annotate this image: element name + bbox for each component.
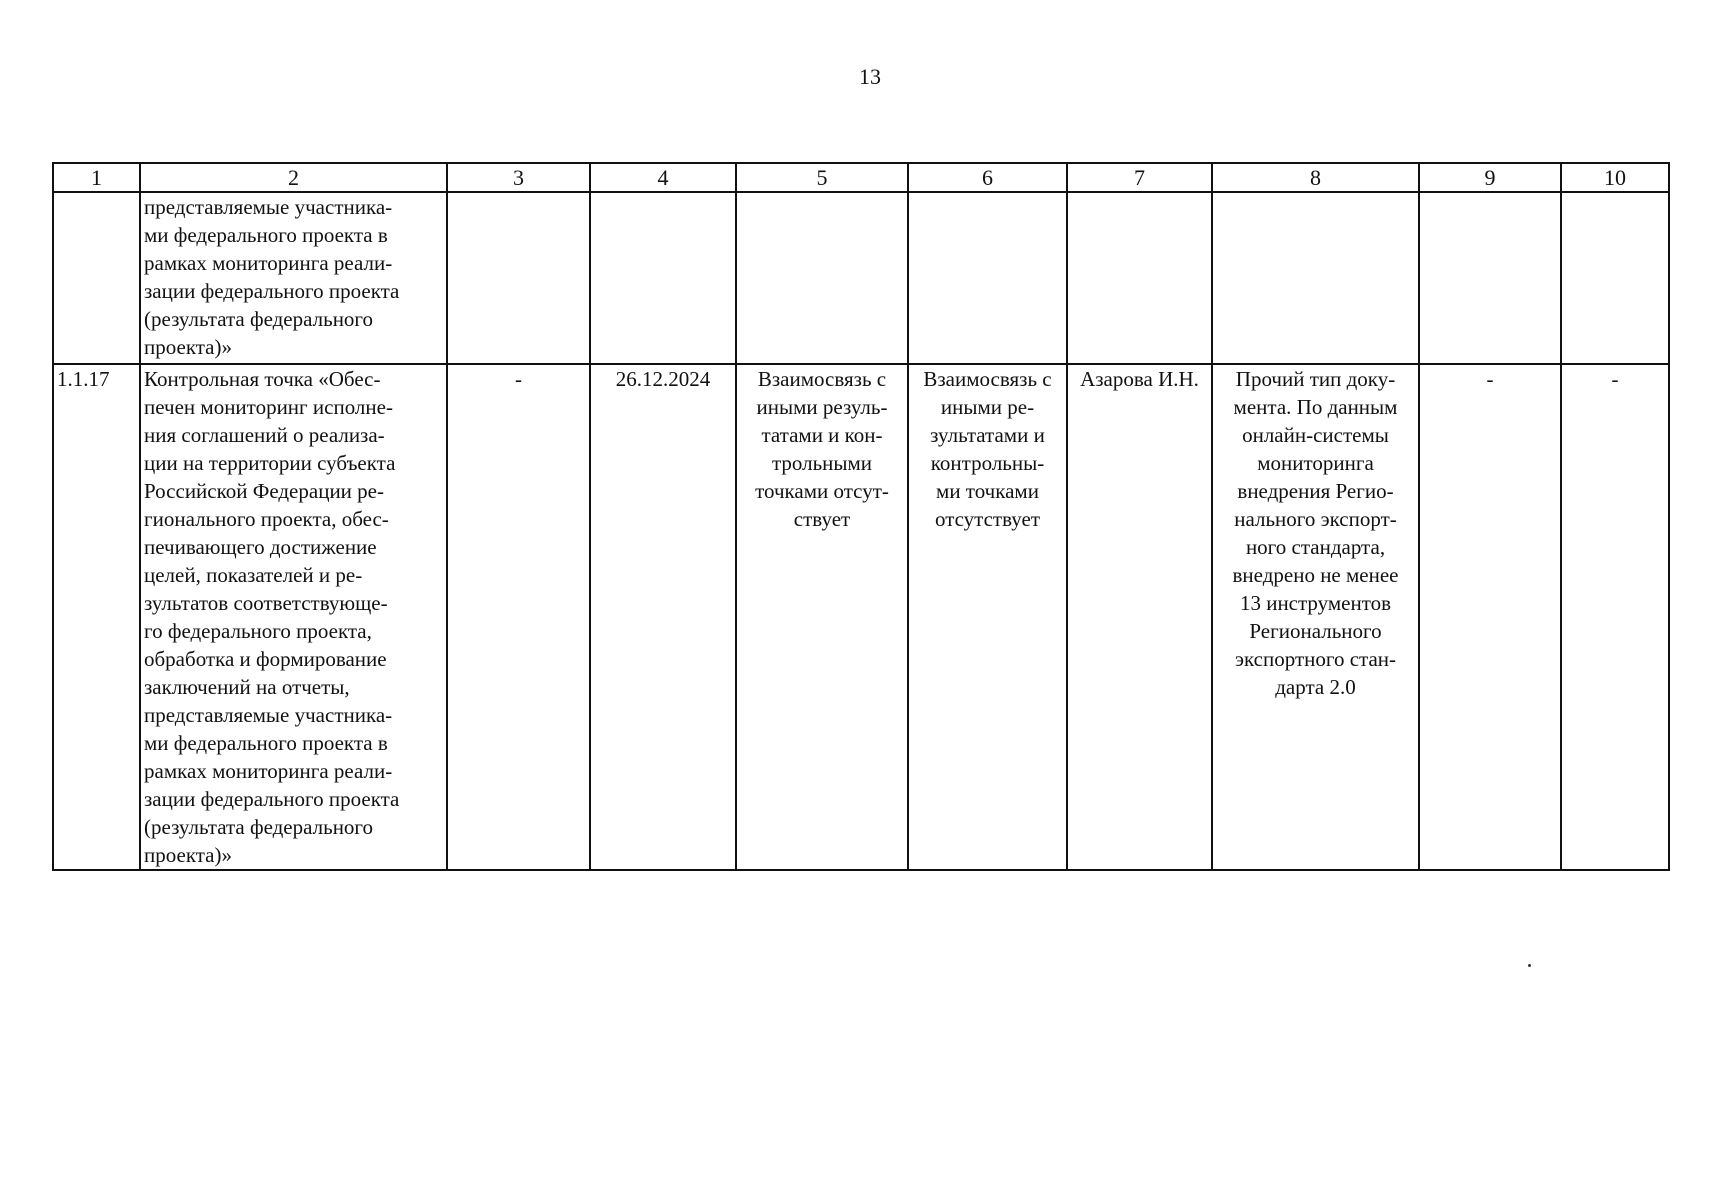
cell-col10 (1561, 192, 1669, 364)
cell-col9: - (1419, 364, 1561, 870)
cell-col3: - (447, 364, 590, 870)
cell-number (53, 192, 140, 364)
cell-relation-results: Взаимосвязь с иными резуль- татами и кон- трольными точками отсут- ствует (736, 364, 908, 870)
cell-col7 (1067, 192, 1212, 364)
cell-col6 (908, 192, 1067, 364)
col-header-10: 10 (1561, 163, 1669, 192)
control-points-table (52, 162, 1670, 871)
col-header-3: 3 (447, 163, 590, 192)
cell-col8 (1212, 192, 1419, 364)
cell-col5 (736, 192, 908, 364)
col-header-6: 6 (908, 163, 1067, 192)
cell-col3 (447, 192, 590, 364)
cell-document-type: Прочий тип доку- мента. По данным онлайн-системы мониторинга внедрения Регио- нального экспорт- ного стандарта, внедрено не менее 13 инструментов Регионального экспортного стан- дарта 2.0 (1212, 364, 1419, 870)
col-header-8: 8 (1212, 163, 1419, 192)
cell-number: 1.1.17 (53, 364, 140, 870)
cell-relation-points: Взаимосвязь с иными ре- зультатами и контрольны- ми точками отсутствует (908, 364, 1067, 870)
col-header-2: 2 (140, 163, 447, 192)
cell-col9 (1419, 192, 1561, 364)
page-number: 13 (859, 64, 881, 89)
header-row (53, 163, 1669, 192)
col-header-9: 9 (1419, 163, 1561, 192)
cell-date: 26.12.2024 (590, 364, 736, 870)
col-header-4: 4 (590, 163, 736, 192)
table-row-1-1-17 (53, 364, 1669, 870)
cell-col4 (590, 192, 736, 364)
cell-name: представляемые участника- ми федерального проекта в рамках мониторинга реали- зации федерального проекта (результата федерального проекта)» (140, 192, 447, 364)
col-header-5: 5 (736, 163, 908, 192)
cell-responsible: Азарова И.Н. (1067, 364, 1212, 870)
scan-speck (1528, 964, 1531, 967)
col-header-1: 1 (53, 163, 140, 192)
cell-name: Контрольная точка «Обес- печен мониторинг исполне- ния соглашений о реализа- ции на территории субъекта Российской Федерации ре- гионального проекта, обес- печивающего достижение целей, показателей и ре- зультатов соответствующе- го федерального проекта, обработка и формирование заключений на отчеты, представляемые участника- ми федерального проекта в рамках мониторинга реали- зации федерального проекта (результата федерального проекта)» (140, 364, 447, 870)
col-header-7: 7 (1067, 163, 1212, 192)
cell-col10: - (1561, 364, 1669, 870)
table-row-continuation (53, 192, 1669, 364)
